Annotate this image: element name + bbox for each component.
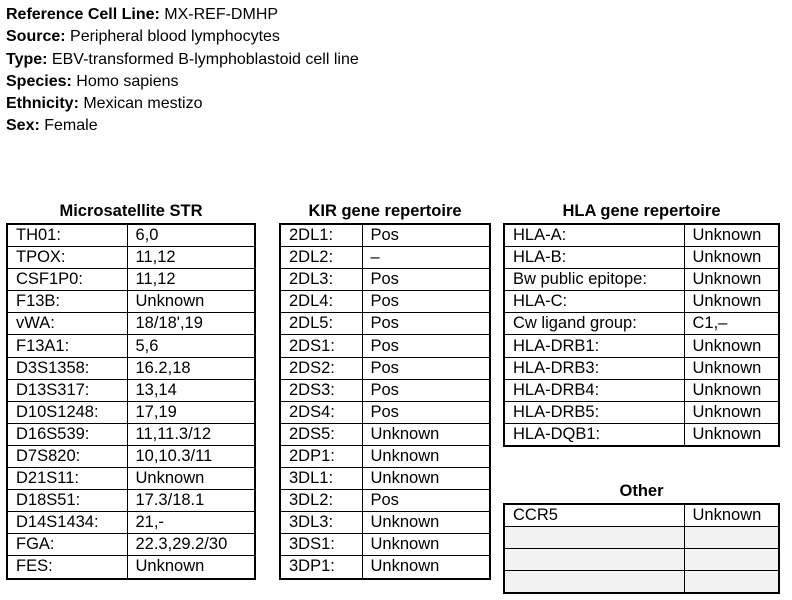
info-label: Ethnicity: (6, 95, 79, 113)
cell-value: Unknown (684, 401, 779, 423)
cell-label: Cw ligand group: (504, 313, 684, 335)
cell-label: D14S1434: (7, 512, 127, 534)
str-table (6, 223, 256, 580)
table-row (7, 556, 255, 579)
table-row (504, 401, 779, 423)
cell-value: Unknown (684, 423, 779, 446)
cell-value: Pos (362, 490, 490, 512)
cell-value: 6,0 (127, 224, 255, 247)
cell-value (684, 549, 779, 571)
table-row (504, 313, 779, 335)
cell-value: Unknown (362, 556, 490, 579)
cell-label: HLA-A: (504, 224, 684, 247)
table-row (280, 224, 490, 247)
cell-label: 3DP1: (280, 556, 362, 579)
table-row (7, 468, 255, 490)
info-label: Type: (6, 50, 48, 68)
cell-label: 2DS4: (280, 401, 362, 423)
cell-value: 16.2,18 (127, 357, 255, 379)
cell-value: Pos (362, 224, 490, 247)
cell-value: Unknown (362, 512, 490, 534)
cell-value: Pos (362, 313, 490, 335)
cell-label: 2DP1: (280, 445, 362, 467)
table-row (504, 269, 779, 291)
cell-label: Bw public epitope: (504, 269, 684, 291)
table-row (7, 445, 255, 467)
cell-label: 2DS3: (280, 379, 362, 401)
cell-value: Pos (362, 269, 490, 291)
cell-label: CSF1P0: (7, 269, 127, 291)
kir-table (279, 223, 491, 580)
table-row (280, 556, 490, 579)
cell-value: Unknown (684, 269, 779, 291)
cell-label (504, 549, 684, 571)
kir-table-title: KIR gene repertoire (308, 202, 462, 220)
cell-value: Unknown (684, 357, 779, 379)
cell-value: 17.3/18.1 (127, 490, 255, 512)
table-row (7, 247, 255, 269)
cell-label: 2DS5: (280, 423, 362, 445)
table-row (280, 445, 490, 467)
cell-label: HLA-B: (504, 247, 684, 269)
cell-label: 3DS1: (280, 534, 362, 556)
table-row (504, 247, 779, 269)
cell-label: 2DL5: (280, 313, 362, 335)
cell-value: Unknown (362, 534, 490, 556)
table-row (7, 335, 255, 357)
table-row (504, 379, 779, 401)
cell-value: 22.3,29.2/30 (127, 534, 255, 556)
cell-value: Unknown (684, 247, 779, 269)
cell-label: D18S51: (7, 490, 127, 512)
table-row (504, 549, 779, 571)
cell-value: Unknown (362, 468, 490, 490)
cell-value: Unknown (362, 445, 490, 467)
table-row (504, 335, 779, 357)
cell-label: 2DS2: (280, 357, 362, 379)
cell-value: 17,19 (127, 401, 255, 423)
table-row (280, 512, 490, 534)
cell-value: 18/18',19 (127, 313, 255, 335)
cell-label: CCR5 (504, 504, 684, 527)
table-row (7, 291, 255, 313)
cell-value: Unknown (684, 291, 779, 313)
cell-label: D7S820: (7, 445, 127, 467)
info-row (6, 49, 359, 71)
cell-value: 11,12 (127, 269, 255, 291)
cell-label: F13B: (7, 291, 127, 313)
info-label: Reference Cell Line: (6, 6, 160, 23)
info-value: Mexican mestizo (78, 95, 203, 113)
cell-value: 10,10.3/11 (127, 445, 255, 467)
info-row (6, 26, 359, 48)
table-row (280, 291, 490, 313)
table-row (7, 401, 255, 423)
cell-label: D10S1248: (7, 401, 127, 423)
table-row (7, 313, 255, 335)
cell-label: 3DL1: (280, 468, 362, 490)
table-row (280, 379, 490, 401)
cell-label: FGA: (7, 534, 127, 556)
info-row (6, 115, 359, 137)
info-row (6, 4, 359, 26)
cell-label (504, 527, 684, 549)
cell-label: HLA-C: (504, 291, 684, 313)
cell-value: Unknown (684, 224, 779, 247)
info-value: Homo sapiens (71, 72, 179, 90)
table-row (504, 423, 779, 446)
info-row (6, 93, 359, 115)
cell-line-info (6, 4, 359, 138)
info-value: EBV-transformed B-lymphoblastoid cell line (47, 50, 359, 68)
cell-value: Pos (362, 357, 490, 379)
cell-value: 11,11.3/12 (127, 423, 255, 445)
cell-value: 5,6 (127, 335, 255, 357)
cell-value: 13,14 (127, 379, 255, 401)
table-row (280, 401, 490, 423)
cell-label: D21S11: (7, 468, 127, 490)
table-row (280, 269, 490, 291)
table-row (504, 527, 779, 549)
hla-table (503, 223, 780, 447)
cell-label: HLA-DRB1: (504, 335, 684, 357)
table-row (7, 534, 255, 556)
table-row (280, 357, 490, 379)
str-table-title: Microsatellite STR (59, 202, 203, 220)
cell-value (684, 527, 779, 549)
cell-value: Unknown (684, 335, 779, 357)
cell-label: HLA-DRB3: (504, 357, 684, 379)
cell-value: Unknown (362, 423, 490, 445)
cell-label: 2DL3: (280, 269, 362, 291)
cell-value: 21,- (127, 512, 255, 534)
table-row (504, 504, 779, 527)
table-row (7, 379, 255, 401)
table-row (280, 534, 490, 556)
table-row (280, 335, 490, 357)
table-row (504, 357, 779, 379)
cell-label: 3DL2: (280, 490, 362, 512)
info-value: Peripheral blood lymphocytes (65, 28, 280, 46)
table-row (7, 357, 255, 379)
cell-value: Pos (362, 291, 490, 313)
table-row (7, 423, 255, 445)
cell-value: Pos (362, 335, 490, 357)
cell-label: HLA-DQB1: (504, 423, 684, 446)
cell-value: Unknown (127, 468, 255, 490)
hla-table-title: HLA gene repertoire (562, 202, 721, 220)
cell-label: 2DL1: (280, 224, 362, 247)
info-value: Female (39, 117, 98, 135)
info-label: Source: (6, 28, 66, 46)
cell-label: TH01: (7, 224, 127, 247)
cell-value: C1,– (684, 313, 779, 335)
cell-label: vWA: (7, 313, 127, 335)
cell-value: Unknown (127, 556, 255, 579)
table-row (280, 468, 490, 490)
table-row (7, 224, 255, 247)
table-row (7, 512, 255, 534)
info-value: MX-REF-DMHP (159, 6, 279, 23)
cell-label: D3S1358: (7, 357, 127, 379)
cell-label: HLA-DRB4: (504, 379, 684, 401)
table-row (504, 571, 779, 594)
cell-value: – (362, 247, 490, 269)
cell-label: HLA-DRB5: (504, 401, 684, 423)
cell-label (504, 571, 684, 594)
cell-label: F13A1: (7, 335, 127, 357)
cell-label: 2DL4: (280, 291, 362, 313)
cell-value: Unknown (684, 379, 779, 401)
cell-value: 11,12 (127, 247, 255, 269)
cell-label: D13S317: (7, 379, 127, 401)
info-label: Sex: (6, 117, 40, 135)
cell-value: Pos (362, 379, 490, 401)
table-row (280, 247, 490, 269)
cell-label: 2DS1: (280, 335, 362, 357)
table-row (280, 490, 490, 512)
table-row (7, 490, 255, 512)
cell-label: FES: (7, 556, 127, 579)
table-row (280, 423, 490, 445)
info-label: Species: (6, 72, 72, 90)
cell-value: Unknown (127, 291, 255, 313)
table-row (504, 224, 779, 247)
cell-label: 2DL2: (280, 247, 362, 269)
table-row (280, 313, 490, 335)
cell-value (684, 571, 779, 594)
cell-label: TPOX: (7, 247, 127, 269)
table-row (504, 291, 779, 313)
info-row (6, 71, 359, 93)
cell-label: D16S539: (7, 423, 127, 445)
table-row (7, 269, 255, 291)
cell-value: Unknown (684, 504, 779, 527)
cell-label: 3DL3: (280, 512, 362, 534)
cell-value: Pos (362, 401, 490, 423)
other-table-title: Other (619, 482, 664, 500)
other-table (503, 503, 780, 594)
